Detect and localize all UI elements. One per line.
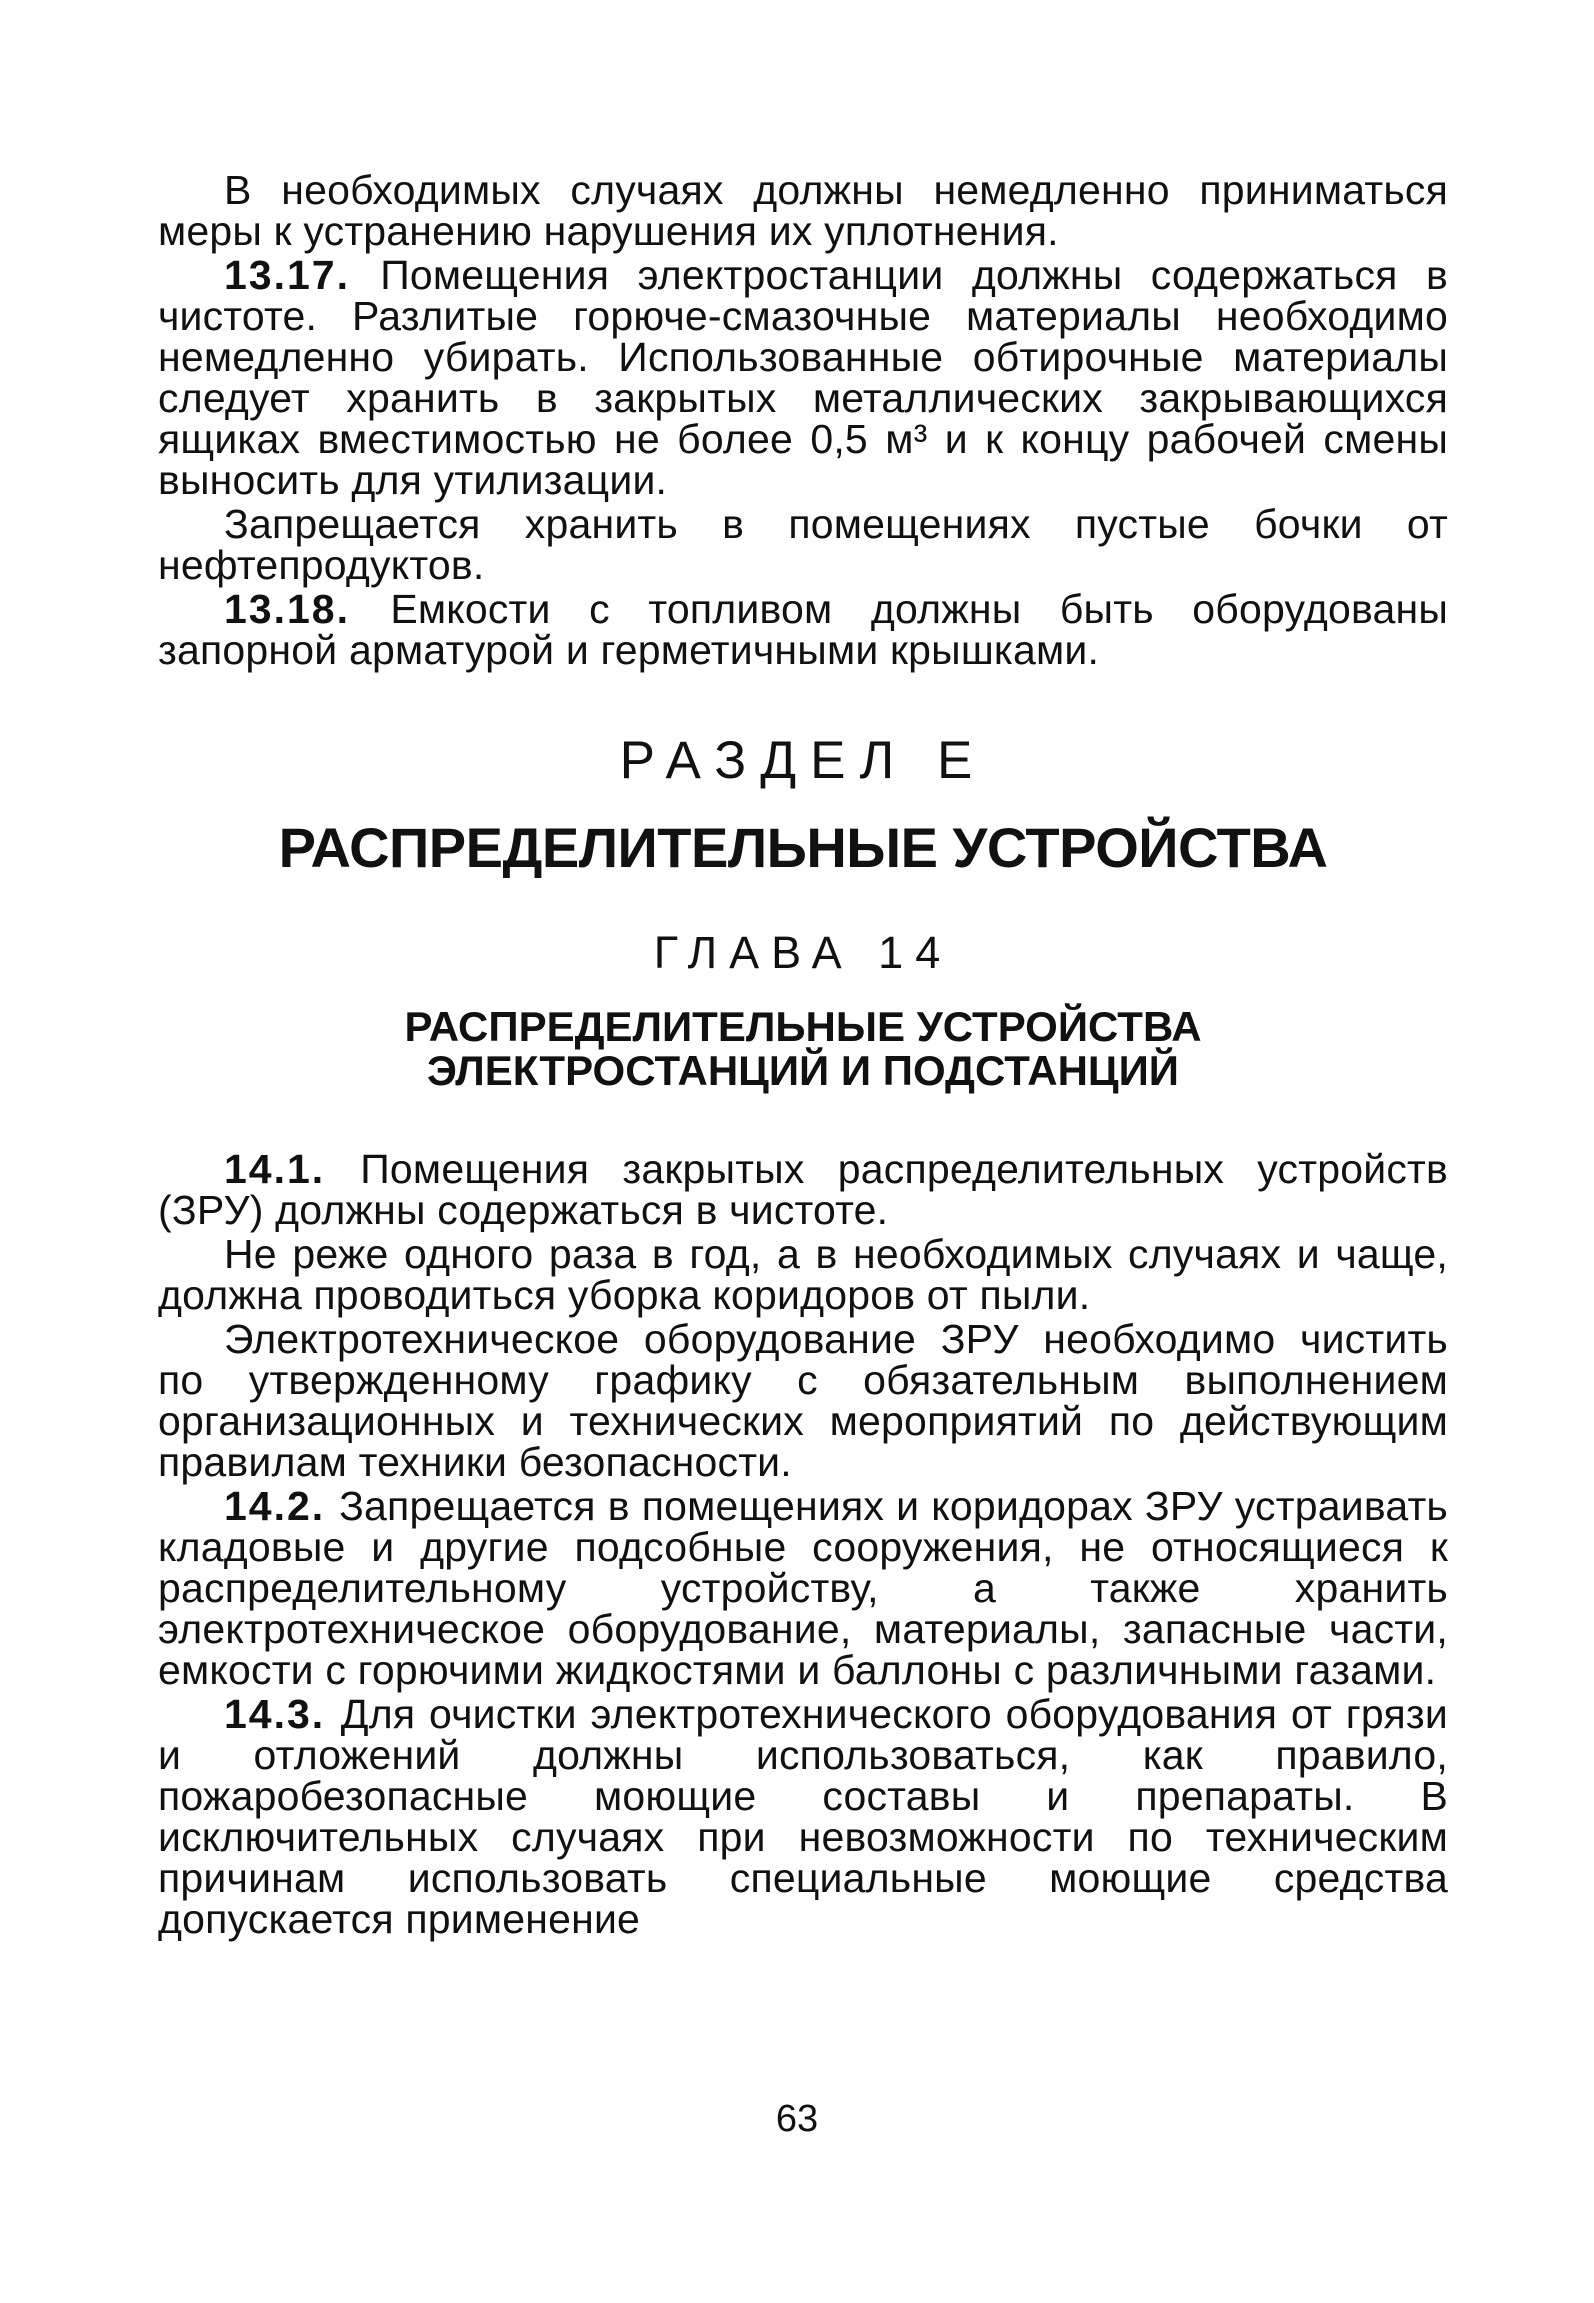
paragraph [158,1231,1448,1318]
clause-number: 13.18. [224,586,350,632]
paragraph-text: Емкости с топливом должны быть оборудованы запорной арматурой и герметичными крышками. [158,586,1448,673]
paragraph-text: В необходимых случаях должны немедленно приниматься меры к устранению нарушения их уплотнения. [158,167,1448,254]
section-title: РАСПРЕДЕЛИТЕЛЬНЫЕ УСТРОЙСТВА [278,816,1328,879]
chapter-title [158,1005,1448,1093]
chapter-label: ГЛАВА 14 [653,927,953,978]
section-label: РАЗДЕЛ Е [619,731,987,790]
paragraph [158,501,1448,588]
paragraphs-top [158,167,1448,673]
paragraph-text: Для очистки электротехнического оборудования от грязи и отложений должны использоваться, как правило, пожаробезопасные моющие составы и препараты. В исключительных случаях при невозможности по техническим причинам использовать специальные моющие средства допускается применение [158,1691,1448,1942]
paragraph [158,1483,1448,1693]
paragraph [158,167,1448,254]
paragraph [158,1146,1448,1233]
document-page [158,167,1448,1943]
paragraph-text: Не реже одного раза в год, а в необходимых случаях и чаще, должна проводиться уборка коридоров от пыли. [158,1231,1448,1318]
clause-number: 13.17. [224,252,350,298]
paragraph [158,252,1448,503]
paragraph-text: Помещения электростанции должны содержаться в чистоте. Разлитые горюче-смазочные материалы необходимо немедленно убирать. Использованные обтирочные материалы следует хранить в закрытых металлических закрывающихся ящиках вместимостью не более 0,5 м³ и к концу рабочей смены выносить для утилизации. [158,252,1448,503]
clause-number: 14.2. [224,1483,326,1529]
paragraphs-bottom [158,1146,1448,1942]
paragraph [158,1316,1448,1485]
paragraph [158,586,1448,673]
clause-number: 14.1. [224,1146,326,1192]
chapter-title-line: ЭЛЕКТРОСТАНЦИЙ И ПОДСТАНЦИЙ [426,1047,1179,1094]
chapter-title-line: РАСПРЕДЕЛИТЕЛЬНЫЕ УСТРОЙСТВА [404,1003,1202,1050]
paragraph-text: Запрещается хранить в помещениях пустые бочки от нефтепродуктов. [158,501,1448,588]
paragraph [158,1691,1448,1942]
clause-number: 14.3. [224,1691,326,1737]
paragraph-text: Помещения закрытых распределительных устройств (ЗРУ) должны содержаться в чистоте. [158,1146,1448,1233]
paragraph-text: Запрещается в помещениях и коридорах ЗРУ устраивать кладовые и другие подсобные сооружения, не относящиеся к распределительному устройству, а также хранить электротехническое оборудование, материалы, запасные части, емкости с горючими жидкостями и баллоны с различными газами. [158,1483,1448,1693]
page-number: 63 [775,2098,819,2140]
paragraph-text: Электротехническое оборудование ЗРУ необходимо чистить по утвержденному графику с обязательным выполнением организационных и технических мероприятий по действующим правилам техники безопасности. [158,1316,1448,1485]
